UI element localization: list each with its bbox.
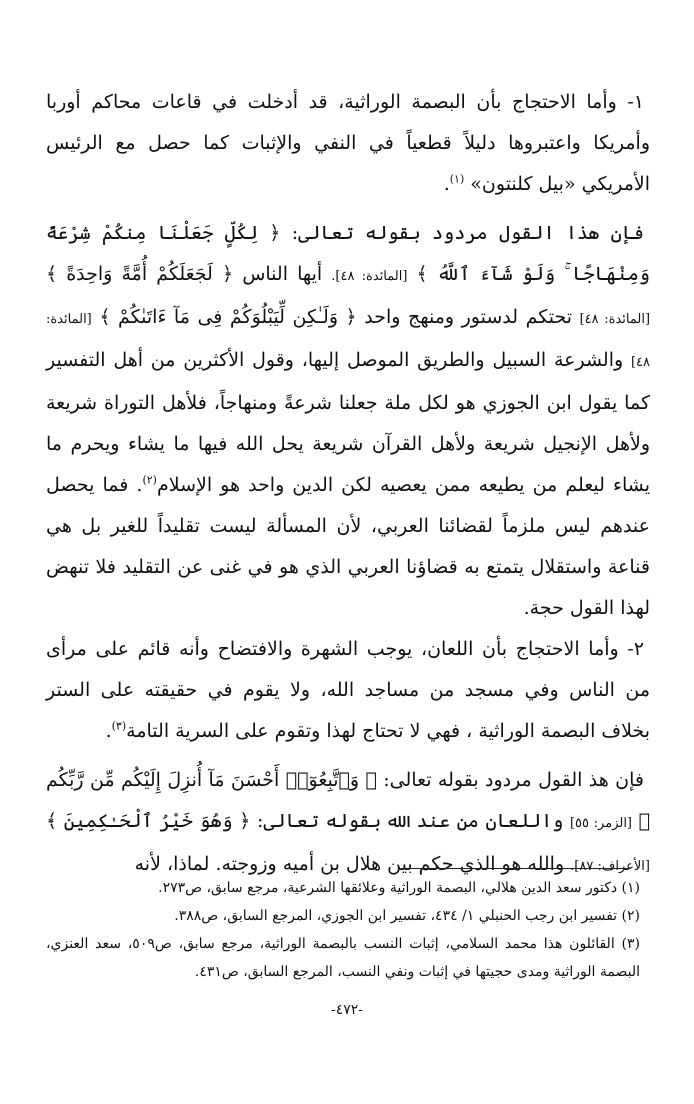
main-text: [46, 82, 650, 887]
verse-ref-4: [الزمر: ٥٥]: [569, 816, 633, 831]
footnote-ref-3: (٣): [111, 719, 127, 733]
paragraph-2-b: أيها الناس: [242, 263, 323, 285]
verse-ref-5: [الأعراف: ٨٧].: [570, 859, 650, 874]
footnote-ref-2: (٢): [142, 473, 157, 487]
footnote-1: (١) دكتور سعد الدين هلالي، البصمة الوراثية وعلائقها الشرعية، مرجع سابق، ص٢٧٣.: [158, 880, 640, 896]
quran-verse-5: ﴿ وَهُوَ خَيْرُ ٱلْحَـٰكِمِينَ ﴾: [46, 810, 251, 832]
paragraph-4-lead: فإن هذ القول مردود بقوله تعالى:: [383, 769, 644, 791]
quran-verse-3: ﴿ وَلَـٰكِن لِّيَبْلُوَكُمْ فِى مَآ ءَاتَىٰكُمْ ﴾: [99, 306, 357, 328]
footnotes: [46, 874, 640, 986]
verse-ref-1: [المائدة: ٤٨].: [331, 269, 408, 284]
footnote-3: (٣) القائلون هذا محمد السلامي، إثبات النسب بالبصمة الوراثية، مرجع سابق، ص٥٠٩، سعد العنزي، البصمة الوراثية ومدى حجيتها في إثبات ونفي النسب، المرجع السابق، ص٤٣١.: [46, 936, 640, 980]
quran-verse-4: ﴿ وَٱتَّبِعُوٓا۟ أَحْسَنَ مَآ أُنزِلَ إِلَيْكُم مِّن رَّبِّكُم ﴾: [46, 769, 650, 832]
footnote-2: (٢) تفسير ابن رجب الحنبلي ١/ ٤٣٤، تفسير ابن الجوزي، المرجع السابق، ص٣٨٨.: [174, 908, 640, 924]
paragraph-2-lead: فإن هذا القول مردود بقوله تعالى:: [291, 222, 644, 244]
paragraph-4-b: واللعان من عند الله بقوله تعالى:: [256, 810, 564, 832]
verse-ref-3: [المائدة: ٤٨]: [46, 312, 650, 370]
page-number: -٤٧٢-: [330, 1002, 364, 1018]
footnote-ref-1: (١): [449, 172, 465, 186]
paragraph-4-c: والله هو الذي حكم بين هلال بن أميه وزوجته. لماذا، لأنه: [134, 853, 565, 875]
paragraph-3-text: ٢- وأما الاحتجاج بأن اللعان، يوجب الشهرة والافتضاح وأنه قائم على مرأى من الناس وفي مسجد من مساجد الله، ولا يقوم في حقيقته على الستر بخلاف البصمة الوراثية ، فهي لا تحتاج لهذا وتقوم على السرية التامة: [46, 638, 650, 742]
footnote-divider: [402, 868, 630, 869]
quran-verse-1: ﴿ لِكُلٍّ جَعَلْنَا مِنكُمْ شِرْعَةً وَمِنْهَاجًا ۚ وَلَوْ شَآءَ ٱللَّهُ ﴾: [46, 222, 651, 285]
paragraph-2: [46, 213, 650, 629]
paragraph-3-end: .: [105, 720, 112, 742]
paragraph-1-text: ١- وأما الاحتجاج بأن البصمة الوراثية، قد أدخلت في قاعات محاكم أوربا وأمريكا واعتبروها دليلاً قطعياً في النفي والإثبات كما حصل مع الرئيس الأمريكي «بيل كلنتون»: [46, 91, 650, 195]
paragraph-2-d: والشرعة السبيل والطريق الموصل إليها، وقول الأكثرين من أهل التفسير كما يقول ابن الجوزي هو لكل ملة جعلنا شرعةً ومنهاجاً، فلأهل التوراة شريعة ولأهل الإنجيل شريعة ولأهل القرآن شريعة يحل الله فيها ما يشاء ويحرم ما يشاء ليعلم من يطيعه ممن يعصيه لكن الدين واحد هو الإسلام: [46, 349, 650, 496]
paragraph-3: [46, 629, 650, 752]
verse-ref-2: [المائدة: ٤٨]: [579, 312, 651, 327]
paragraph-1-end: .: [443, 173, 450, 195]
paragraph-2-e: . فما يحصل عندهم ليس ملزماً لقضائنا العربي، لأن المسألة ليست تقليداً للغير بل هي قناعة واستقلال يتمتع به قضاؤنا العربي الذي هو في غنى عن التقليد فلا تنهض لهذا القول حجة.: [46, 474, 650, 619]
quran-verse-2: ﴿ لَجَعَلَكُمْ أُمَّةً وَاحِدَةً ﴾: [46, 263, 234, 285]
paragraph-1: [46, 82, 650, 205]
paragraph-2-c: تحتكم لدستور ومنهج واحد: [364, 306, 573, 328]
